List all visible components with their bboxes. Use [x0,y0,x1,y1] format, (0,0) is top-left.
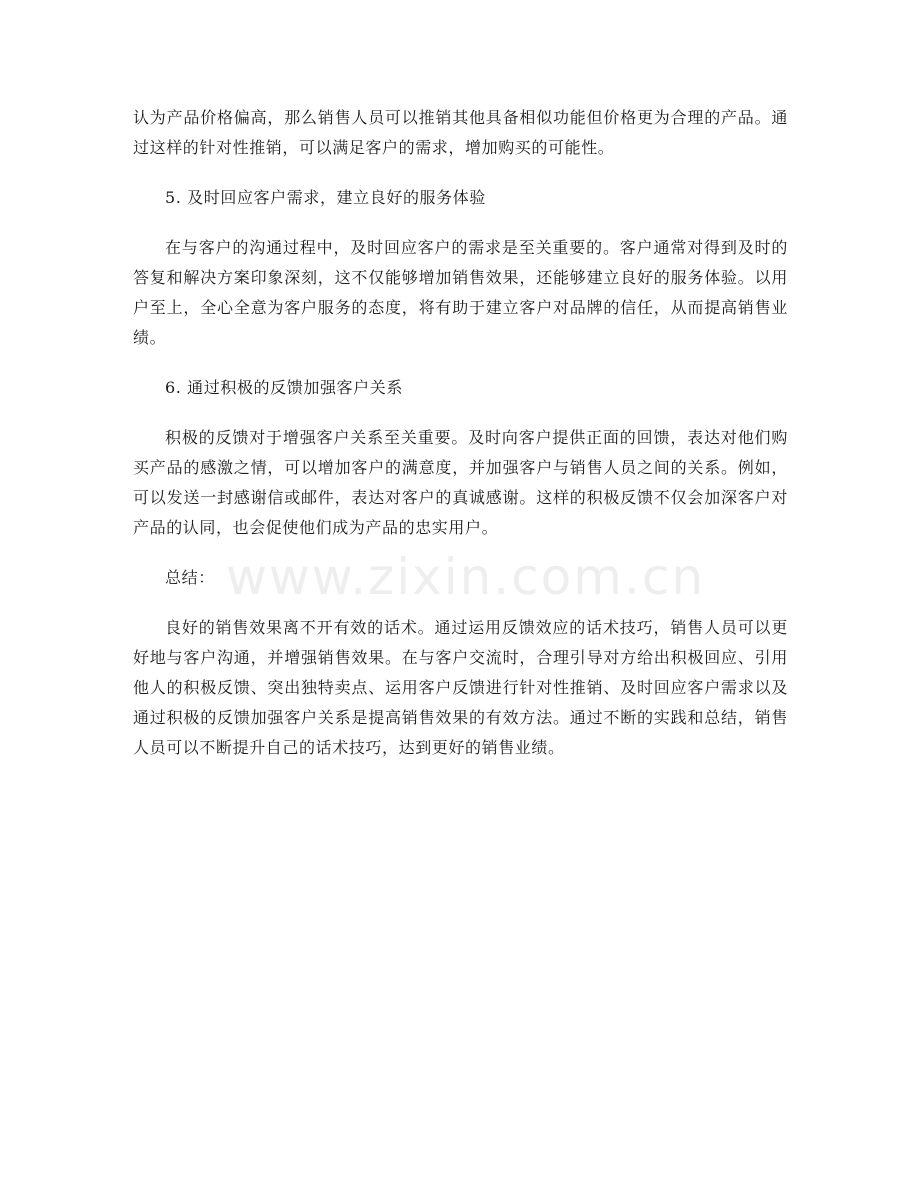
paragraph-section-6: 积极的反馈对于增强客户关系至关重要。及时向客户提供正面的回馈，表达对他们购买产品的感激之情，可以增加客户的满意度，并加强客户与销售人员之间的关系。例如，可以发送一封感谢信或邮件，表达对客户的真诚感谢。这样的积极反馈不仅会加深客户对产品的认同，也会促使他们成为产品的忠实用户。 [133,428,788,537]
spacer [133,353,788,373]
document-body [133,103,788,763]
section-heading-5: 5. 及时回应客户需求，建立良好的服务体验 [165,188,486,207]
paragraph-continued: 认为产品价格偏高，那么销售人员可以推销其他具备相似功能但价格更为合理的产品。通过这样的针对性推销，可以满足客户的需求，增加购买的可能性。 [133,108,788,157]
spacer [133,163,788,183]
spacer [133,593,788,613]
section-heading-6: 6. 通过积极的反馈加强客户关系 [165,378,403,397]
summary-heading: 总结： [165,568,215,587]
spacer [133,403,788,423]
watermark-text: www.zixin.com.cn [226,548,706,606]
paragraph-section-5: 在与客户的沟通过程中，及时回应客户的需求是至关重要的。客户通常对得到及时的答复和解决方案印象深刻，这不仅能够增加销售效果，还能够建立良好的服务体验。以用户至上，全心全意为客户服务的态度，将有助于建立客户对品牌的信任，从而提高销售业绩。 [133,238,788,347]
spacer [133,543,788,563]
spacer [133,213,788,233]
summary-paragraph: 良好的销售效果离不开有效的话术。通过运用反馈效应的话术技巧，销售人员可以更好地与客户沟通，并增强销售效果。在与客户交流时，合理引导对方给出积极回应、引用他人的积极反馈、突出独特卖点、运用客户反馈进行针对性推销、及时回应客户需求以及通过积极的反馈加强客户关系是提高销售效果的有效方法。通过不断的实践和总结，销售人员可以不断提升自己的话术技巧，达到更好的销售业绩。 [133,618,788,757]
